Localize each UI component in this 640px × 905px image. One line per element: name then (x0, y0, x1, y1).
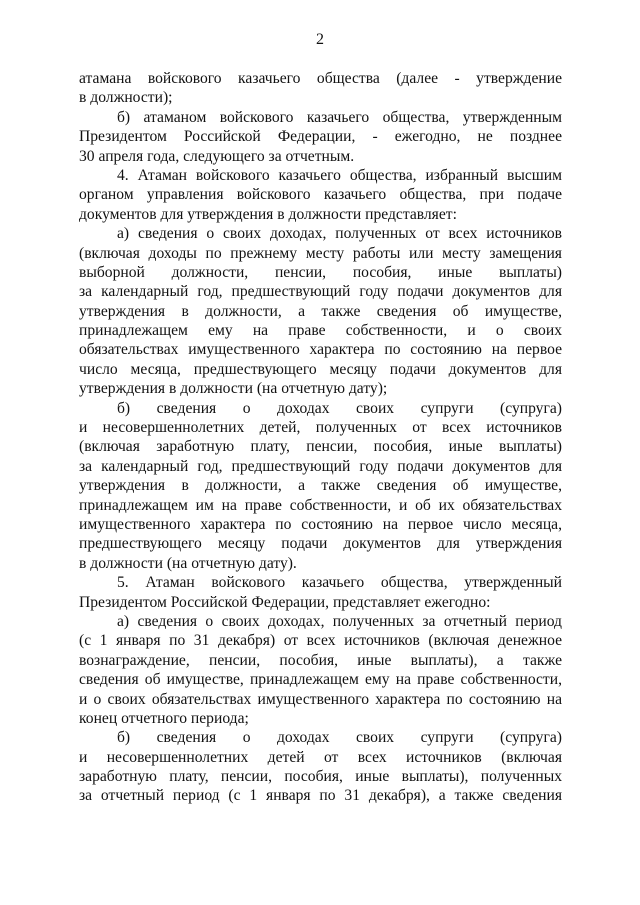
text-line: атамана войскового казачьего общества (далее - утверждение (79, 70, 562, 87)
text-line: б) атаманом войскового казачьего общества, утвержденным (117, 108, 562, 126)
text-line: число месяца, предшествующего месяцу подачи документов для (79, 360, 562, 378)
text-line: имущественного характера по состоянию на первое число месяца, (79, 515, 562, 533)
text-line: (включая заработную плату, пенсии, пособия, иные выплаты) (79, 438, 562, 456)
text-line: за календарный год, предшествующий году подачи документов для (79, 457, 562, 475)
text-line: Президентом Российской Федерации, представляет ежегодно: (79, 593, 491, 611)
text-line: утверждения в должности, а также сведения об имуществе, (79, 302, 562, 320)
text-line: предшествующего месяцу подачи документов для утверждения (79, 535, 562, 553)
text-line: и несовершеннолетних детей, полученных от всех источников (79, 419, 562, 437)
text-line: б) сведения о доходах своих супруги (супруга) (117, 729, 562, 747)
text-line: принадлежащем ему на праве собственности, и о своих (79, 322, 562, 340)
text-line: за календарный год, предшествующий году подачи документов для (79, 283, 562, 301)
text-line: заработную плату, пенсии, пособия, иные выплаты), полученных (79, 768, 562, 786)
text-line: и несовершеннолетних детей от всех источников (включая (79, 748, 562, 766)
text-line: утверждения в должности, а также сведения об имуществе, (79, 477, 562, 495)
text-line: вознаграждение, пенсии, пособия, иные выплаты), а также (79, 651, 562, 669)
text-line: сведения об имуществе, принадлежащем ему на праве собственности, (79, 671, 562, 689)
text-line: 30 апреля года, следующего за отчетным. (79, 147, 355, 165)
page-number: 2 (316, 31, 324, 48)
text-line: и о своих обязательствах имущественного характера по состоянию на (79, 690, 562, 708)
text-line: за отчетный период (с 1 января по 31 декабря), а также сведения (79, 787, 562, 805)
text-line: 5. Атаман войскового казачьего общества, утвержденный (117, 574, 562, 592)
text-line: (с 1 января по 31 декабря) от всех источников (включая денежное (79, 632, 562, 650)
text-line: обязательствах имущественного характера по состоянию на первое (79, 341, 562, 359)
text-line: выборной должности, пенсии, пособия, иные выплаты) (79, 263, 562, 281)
text-line: принадлежащем им на праве собственности, и об их обязательствах (79, 496, 562, 514)
text-line: Президентом Российской Федерации, - ежегодно, не позднее (79, 128, 562, 146)
text-line: в должности); (79, 89, 173, 107)
text-line: а) сведения о своих доходах, полученных за отчетный период (117, 612, 562, 630)
text-line: органом управления войскового казачьего общества, при подаче (79, 186, 562, 204)
text-line: 4. Атаман войскового казачьего общества, избранный высшим (117, 166, 562, 184)
document-body (79, 69, 562, 806)
text-line: в должности (на отчетную дату). (79, 554, 297, 572)
text-line: б) сведения о доходах своих супруги (супруга) (117, 399, 562, 417)
text-line: (включая доходы по прежнему месту работы или месту замещения (79, 244, 562, 262)
text-line: утверждения в должности (на отчетную дату); (79, 380, 388, 398)
text-line: конец отчетного периода; (79, 709, 249, 727)
text-line: а) сведения о своих доходах, полученных от всех источников (117, 225, 562, 243)
text-line: документов для утверждения в должности представляет: (79, 205, 457, 223)
